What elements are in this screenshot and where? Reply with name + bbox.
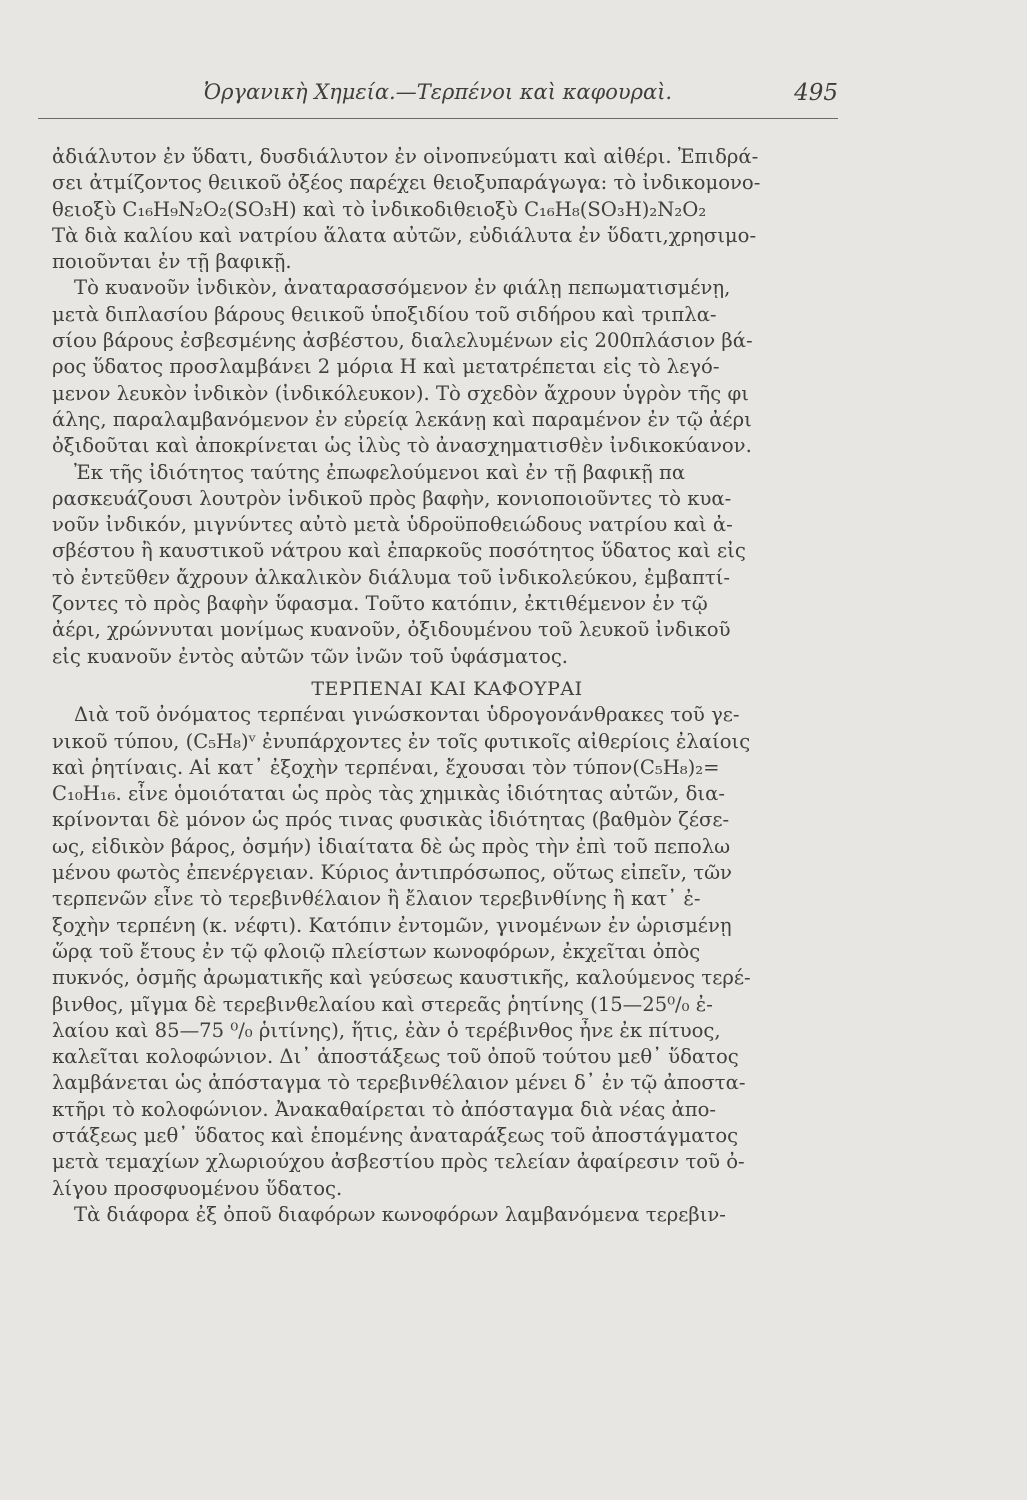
text-line: μετὰ τεμαχίων χλωριούχου ἀσβεστίου πρὸς τελείαν ἀφαίρεσιν τοῦ ὀ- [52, 1150, 745, 1174]
text-line: Τὸ κυανοῦν ἰνδικὸν, ἀναταρασσόμενον ἐν φιάλῃ πεπωματισμένῃ, [74, 276, 731, 300]
section-heading: ΤΕΡΠΕΝΑΙ ΚΑΙ ΚΑΦΟΥΡΑΙ [311, 677, 583, 700]
text-line: ἀέρι, χρώννυται μονίμως κυανοῦν, ὀξιδουμένου τοῦ λευκοῦ ἰνδικοῦ [52, 618, 731, 642]
text-line: Διὰ τοῦ ὀνόματος τερπέναι γινώσκονται ὑδρογονάνθρακες τοῦ γε- [74, 703, 740, 727]
text-line: τερπενῶν εἶνε τὸ τερεβινθέλαιον ἢ ἔλαιον τερεβινθίνης ἢ κατ᾿ ἐ- [52, 887, 701, 911]
text-line: καὶ ῥητίναις. Αἱ κατ᾿ ἐξοχὴν τερπέναι, ἔχουσαι τὸν τύπον(C₅H₈)₂= [52, 755, 720, 779]
text-line: ξοχὴν τερπένη (κ. νέφτι). Κατόπιν ἐντομῶν, γινομένων ἐν ὡρισμένῃ [52, 913, 732, 937]
text-line: κτῆρι τὸ κολοφώνιον. Ἀνακαθαίρεται τὸ ἀπόσταγμα διὰ νέας ἀπο- [52, 1097, 717, 1121]
text-line: μενον λευκὸν ἰνδικὸν (ἰνδικόλευκον). Τὸ σχεδὸν ἄχρουν ὑγρὸν τῆς φι [52, 381, 749, 405]
text-line: μένου φωτὸς ἐπενέργειαν. Κύριος ἀντιπρόσωπος, οὕτως εἰπεῖν, τῶν [52, 861, 732, 885]
text-line: Τὰ διάφορα ἐξ ὀποῦ διαφόρων κωνοφόρων λαμβανόμενα τερεβιν- [74, 1202, 726, 1226]
text-line: νοῦν ἰνδικόν, μιγνύντες αὐτὸ μετὰ ὑδροϋποθειώδους νατρίου καὶ ἀ- [52, 513, 733, 537]
text-line: μετὰ διπλασίου βάρους θειικοῦ ὑποξιδίου τοῦ σιδήρου καὶ τριπλα- [52, 302, 717, 326]
text-line: θειοξὺ C₁₆H₉N₂O₂(SO₃H) καὶ τὸ ἰνδικοδιθειοξὺ C₁₆H₈(SO₃H)₂N₂O₂ [52, 197, 707, 221]
running-title: Ὀργανικὴ Χημεία.—Τερπένοι καὶ καφουραὶ. [203, 80, 673, 104]
text-line: ποιοῦνται ἐν τῇ βαφικῇ. [52, 250, 292, 274]
text-line: πυκνός, ὀσμῆς ἀρωματικῆς καὶ γεύσεως καυστικῆς, καλούμενος τερέ- [52, 966, 751, 990]
text-line: C₁₀H₁₆. εἶνε ὁμοιόταται ὡς πρὸς τὰς χημικὰς ἰδιότητας αὐτῶν, δια- [52, 782, 725, 806]
text-line: βινθος, μῖγμα δὲ τερεβινθελαίου καὶ στερεᾶς ῥητίνης (15—25⁰/₀ ἐ- [52, 992, 713, 1016]
text-line: σει ἀτμίζοντος θειικοῦ ὀξέος παρέχει θειοξυπαράγωγα: τὸ ἰνδικομονο- [52, 171, 761, 195]
text-line: εἰς κυανοῦν ἐντὸς αὐτῶν τῶν ἰνῶν τοῦ ὑφάσματος. [52, 644, 569, 668]
text-line: ἀδιάλυτον ἐν ὕδατι, δυσδιάλυτον ἐν οἰνοπνεύματι καὶ αἰθέρι. Ἐπιδρά- [52, 145, 759, 168]
text-line: σίου βάρους ἐσβεσμένης ἀσβέστου, διαλελυμένων εἰς 200πλάσιον βά- [52, 329, 753, 353]
text-line: Ἐκ τῆς ἰδιότητος ταύτης ἐπωφελούμενοι καὶ ἐν τῇ βαφικῇ πα [74, 460, 686, 484]
text-line: λίγου προσφυομένου ὕδατος. [52, 1176, 343, 1200]
text-line: Τὰ διὰ καλίου καὶ νατρίου ἅλατα αὐτῶν, εὐδιάλυτα ἐν ὕδατι,χρησιμο- [52, 223, 757, 247]
text-line: νικοῦ τύπου, (C₅H₈)ᵛ ἐνυπάρχοντες ἐν τοῖς φυτικοῖς αἰθερίοις ἐλαίοις [52, 729, 751, 753]
text-line: λαίου καὶ 85—75 ⁰/₀ ῥιτίνης), ἥτις, ἐὰν ὁ τερέβινθος ἦνε ἐκ πίτυος, [52, 1018, 721, 1042]
text-line: ως, εἰδικὸν βάρος, ὀσμήν) ἰδιαίτατα δὲ ὡς πρὸς τὴν ἐπὶ τοῦ πεπολω [52, 834, 731, 858]
text-line: καλεῖται κολοφώνιον. Δι᾿ ἀποστάξεως τοῦ ὀποῦ τούτου μεθ᾿ ὕδατος [52, 1045, 739, 1069]
text-line: ρασκευάζουσι λουτρὸν ἰνδικοῦ πρὸς βαφὴν, κονιοποιοῦντες τὸ κυα- [52, 486, 732, 510]
text-line: ζοντες τὸ πρὸς βαφὴν ὕφασμα. Τοῦτο κατόπιν, ἐκτιθέμενον ἐν τῷ [52, 592, 708, 616]
text-line: ὥρᾳ τοῦ ἔτους ἐν τῷ φλοιῷ πλείστων κωνοφόρων, ἐκχεῖται ὀπὸς [52, 939, 701, 963]
text-line: άλης, παραλαμβανόμενον ἐν εὐρείᾳ λεκάνῃ καὶ παραμένον ἐν τῷ ἀέρι [52, 407, 752, 431]
text-line: στάξεως μεθ᾿ ὕδατος καὶ ἑπομένης ἀναταράξεως τοῦ ἀποστάγματος [52, 1123, 739, 1147]
body-text [52, 144, 842, 1228]
text-line: σβέστου ἢ καυστικοῦ νάτρου καὶ ἐπαρκοῦς ποσότητος ὕδατος καὶ εἰς [52, 539, 746, 563]
page-header [38, 74, 838, 119]
text-line: κρίνονται δὲ μόνον ὡς πρός τινας φυσικὰς ἰδιότητας (βαθμὸν ζέσε- [52, 808, 730, 832]
text-line: ὀξιδοῦται καὶ ἀποκρίνεται ὡς ἰλὺς τὸ ἀνασχηματισθὲν ἰνδικοκύανον. [52, 434, 752, 458]
page-number: 495 [794, 80, 838, 106]
text-line: ρος ὕδατος προσλαμβάνει 2 μόρια H καὶ μετατρέπεται εἰς τὸ λεγό- [52, 355, 720, 379]
text-line: τὸ ἐντεῦθεν ἄχρουν ἀλκαλικὸν διάλυμα τοῦ ἰνδικολεύκου, ἐμβαπτί- [52, 565, 731, 589]
text-line: λαμβάνεται ὡς ἀπόσταγμα τὸ τερεβινθέλαιον μένει δ᾿ ἐν τῷ ἀποστα- [52, 1071, 746, 1095]
